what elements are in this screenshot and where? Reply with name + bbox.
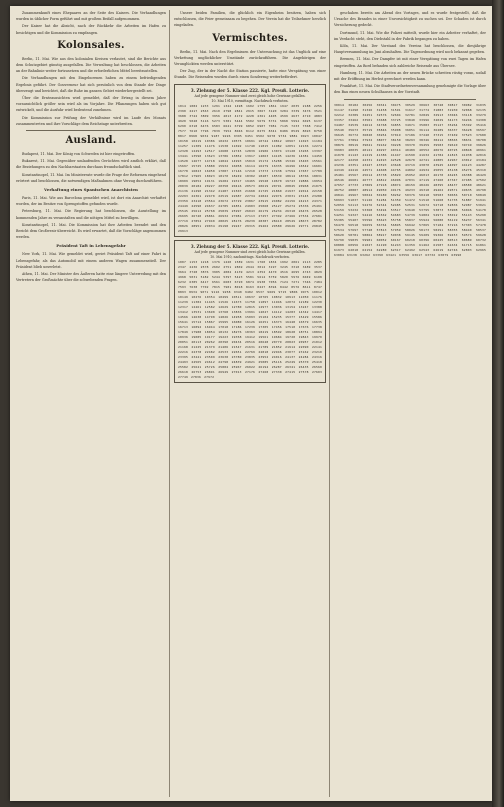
lottery-title: 3. Ziehung der 5. Klasse 222. Kgl. Preuß. Lotterie. [190, 87, 310, 93]
article-paragraph: New York, 11. Mai. Wie gemeldet wird, geriet Präsident Taft auf einer Fahrt in Lebensgefahr, als das Automobil mit einem anderen Wagen zusammenstieß. Der Präsident blieb unverletzt. [16, 252, 166, 269]
article-paragraph: Über die Ernteaussichten wird gemeldet, daß der Ertrag in diesem Jahre voraussichtlich größer sein wird als im Vorjahre. Die Pflanzungen haben sich gut entwickelt, und die Ausfuhr wird bedeutend zunehmen. [16, 96, 166, 113]
column-rule [169, 10, 170, 797]
article-paragraph: Berlin, 11. Mai. Nach den Ergebnissen der Untersuchung ist das Unglück auf eine Verkettung unglücklicher Umstände zurückzuführen. Die Angehörigen der Verunglückten werden unterstützt. [174, 49, 326, 67]
lottery-subtitle: Auf jede gezogene Nummer sind zwei gleich hohe Gewinne gefallen. [194, 93, 306, 98]
lottery-subtitle: Auf jede gezogene Nummer sind zwei gleich hohe Gewinne gefallen. [194, 249, 306, 254]
column-rule [329, 10, 330, 797]
article-paragraph: Budapest, 11. Mai. Der König von Schweden ist hier eingetroffen. [22, 152, 136, 157]
article-paragraph: Berlin, 11. Mai. Wie aus den kolonialen Kreisen verlautet, sind die Berichte aus dem Schutzgebiet günstig ausgefallen. Die Verwaltung hat beschlossen, die Arbeiten an der Bahnlinie weiter fortzusetzen und die erforderlichen Mittel bereitzustellen. [16, 56, 166, 74]
article-paragraph: Dortmund, 11. Mai. Wie die Polizei mitteilt, wurde hier ein Arbeiter verhaftet, der im Verdacht steht, den Diebstahl in der Fabrik begangen zu haben. [334, 30, 486, 41]
article-paragraph: Die Kommission zur Prüfung der Verhältnisse wird im Laufe des Monats zusammentreten und ihre Vorschläge dem Reichstage unterbreiten. [16, 115, 166, 126]
newspaper-page [10, 6, 492, 801]
article-paragraph: Konstantinopel, 11. Mai. Die Kommission hat ihre Arbeiten beendet und den Bericht dem Großwesir überreicht. Es wird erwartet, daß die Vorschläge angenommen werden. [16, 222, 166, 240]
section-heading-vermischtes: Vermischtes. [212, 32, 288, 44]
lottery-date: 10. Mai 1910, vormittags. Nachdruck verboten. [211, 98, 289, 103]
article-paragraph: Köln, 11. Mai. Der Vorstand des Vereins hat beschlossen, die diesjährige Hauptversammlung im Juni abzuhalten. Die Tagesordnung wird noch bekannt gegeben. [334, 44, 486, 55]
article-paragraph: Athen, 11. Mai. Der Minister des Äußeren hatte eine längere Unterredung mit den Vertretern der Großmächte über die schwebenden Fragen. [16, 272, 166, 283]
column-2 [174, 10, 326, 797]
article-paragraph: Paris, 11. Mai. Wie aus Barcelona gemeldet wird, ist dort ein Anarchist verhaftet worden, der im Besitze von Sprengstoffen gefunden wurde. [16, 196, 166, 207]
lottery-numbers: 30014 30182 30256 30341 30475 30529 30663 30748 30817 30982 31035 31147 31290 31326 31458 31591 31617 31774 31883 31930 32068 32135 32212 32389 32451 32576 32604 32781 32849 32913 33046 33118 33279 33357 33462 33501 33688 33725 33840 33996 34029 34173 34246 34308 34487 34539 34612 34768 34855 34971 35083 35127 35264 35392 35416 35540 35673 35719 35846 35908 36051 36114 36289 36337 36428 36597 36645 36772 36820 36954 37019 37186 37240 37315 37469 37523 37680 37761 37894 37932 38077 38150 38293 38346 38412 38565 38631 38708 38876 38919 39041 39162 39228 39370 39459 39583 39610 39749 39826 39983 40035 40121 40297 40314 40489 40552 40676 40725 40848 40961 41078 41143 41219 41386 41447 41590 41632 41784 41815 41938 42016 42177 42258 42331 42493 42528 42670 42741 42805 42967 43012 43184 43236 43351 43427 43593 43648 43719 43870 43945 44097 44123 44287 44349 44416 44571 44608 44765 44892 44934 45055 45138 45276 45310 45481 45567 45614 45738 45829 45952 46013 46170 46245 46388 46429 46546 46681 46777 46812 46996 47031 47119 47260 47347 47485 47502 47657 47733 47869 47918 48074 48159 48226 48395 48437 48580 48621 48752 48887 48914 49050 49176 49233 49318 49462 49571 49635 49798 49841 49967 50024 50180 50262 50376 50418 50583 50656 50710 50849 50993 51037 51126 51284 51359 51472 51510 51668 51735 51887 51941 52059 52113 52276 52344 52485 52531 52672 52718 52836 52987 53021 53159 53232 53368 53494 53517 53640 53795 53873 53908 54046 54178 54251 54327 54416 54562 54683 54739 54804 54971 55012 55143 55290 55385 55407 55596 55623 55758 55837 55924 56080 56119 56237 56341 56470 56518 56659 56764 56895 56942 57065 57184 57216 57303 57478 57534 57697 57748 57813 57959 58026 58173 58291 58355 58440 58537 58620 58781 58864 58917 59038 59145 59209 59366 59453 59574 59628 59790 59835 59981 60052 60167 60218 60396 60425 60513 60689 60732 60888 60956 61027 61190 61243 61359 61462 61587 61634 61715 61861 61973 62018 62154 62280 62317 62492 62543 62619 62746 62803 62965 63084 63138 63262 63390 63421 63556 63617 63732 63879 63990 [334, 102, 486, 257]
column-1 [16, 10, 166, 797]
article-paragraph: Die Verhandlungen mit den Eingeborenen haben zu einem befriedigenden Ergebnis geführt. Der Gouverneur hat sich persönlich von dem Stande der Dinge überzeugt und berichtet, daß die Ruhe im ganzen Gebiet wiederhergestellt sei. [16, 76, 166, 93]
lottery-table-2 [174, 240, 326, 383]
article-paragraph: Bremen, 11. Mai. Der Dampfer ist mit einer Verspätung von zwei Tagen im Hafen eingetroffen. An Bord befanden sich zahlreiche Reisende aus Übersee. [334, 57, 486, 68]
article-paragraph: Der Kaiser hat die Absicht, nach der Rückkehr die Arbeiten im Hafen zu besichtigen und die Kommission zu empfangen. [16, 24, 166, 35]
article-paragraph: Zusammenkunft eines Ehepaares an der Seite des Kaisers. Die Verhandlungen wurden in üblicher Form geführt und mit großem Beifall aufgenommen. [16, 11, 166, 22]
section-divider [344, 99, 476, 100]
section-divider [26, 130, 156, 131]
lottery-date: 10. Mai 1910, nachmittags. Nachdruck verboten. [210, 254, 290, 259]
article-subheading: Präsident Taft in Lebensgefahr [56, 243, 126, 249]
lottery-numbers: 1007 1153 1218 1376 1420 1589 1631 1760 1834 1992 2061 2113 2285 2347 2436 2578 2602 2751 2869 2944 3012 3197 3245 3310 3489 3537 3664 3728 3876 3905 4084 4139 4213 4352 4470 4516 4695 4743 4829 4968 5031 5182 5244 5397 5423 5581 5614 5759 5820 5976 6049 6108 6232 6385 6417 6561 6683 6720 6874 6938 7056 7124 7271 7346 7484 7593 7638 7702 7815 7981 8018 8163 8227 8394 8442 8576 8611 8747 8893 8934 9071 9116 9258 9340 9482 9537 9669 9715 9806 9975 10012 10149 10276 10354 10499 10511 10637 10765 10832 10913 11050 11176 11239 11382 11445 11526 11673 11758 11897 11946 12072 12189 12230 12317 12461 12582 12629 12780 12815 12977 13036 13154 13247 13388 13412 13531 13690 13768 13836 13991 14047 14112 14283 14342 14417 14566 14638 14790 14826 14958 15093 15104 15235 15377 15429 15586 15641 15712 15867 15995 16080 16126 16251 16373 16448 16579 16635 16713 16892 16944 17018 17186 17239 17305 17456 17510 17676 17738 17849 17988 18054 18132 18276 18363 18419 18592 18628 18751 18894 18936 19085 19177 19223 19358 19412 19561 19684 19720 19843 19970 20051 20113 20262 20390 20434 20516 20648 20779 20823 20957 21012 21168 21225 21379 21406 21547 21631 21789 21852 21914 22090 22141 22216 22378 22482 22533 22651 22769 22818 22946 23077 23162 23210 23395 23441 23509 23638 23780 23835 23952 24016 24137 24284 24316 24493 24565 24612 24798 24839 24921 25085 25116 25249 25370 25418 25582 25641 25726 25884 25967 26022 26194 26287 26341 26435 26560 26618 26753 26891 26949 27013 27176 27268 27330 27415 27578 27603 27749 27836 27972 [178, 259, 322, 379]
column-3 [334, 10, 486, 797]
article-paragraph: Der Zug, der in der Nacht die Station passierte, hatte eine Verspätung von einer Stunde. Die Reisenden wurden durch einen Sonderzug weiterbefördert. [174, 69, 326, 80]
lottery-table-1 [174, 84, 326, 237]
scan-page-edge [492, 0, 504, 807]
article-paragraph: Frankfurt, 11. Mai. Die Stadtverordnetenversammlung genehmigte die Vorlage über den Bau eines neuen Schulhauses in der Vorstadt. [334, 84, 486, 95]
section-heading-kolonsales: Kolonsales. [57, 39, 125, 51]
article-subheading: Verhaftung eines Spanischen Anarchisten [44, 187, 138, 193]
article-paragraph: Petersburg, 11. Mai. Die Regierung hat beschlossen, die Ausstellung im kommenden Jahre zu veranstalten und die nötigen Mittel zu bewilligen. [16, 209, 166, 220]
article-paragraph: Bukarest, 11. Mai. Gegenüber umlaufenden Gerüchten wird amtlich erklärt, daß die Beziehungen zu den Nachbarstaaten durchaus freundschaftlich sind. [16, 159, 166, 170]
lottery-numbers: 1014 1082 1233 1291 1344 1498 1602 1755 1861 1947 2035 2188 2256 2390 2417 2563 2610 2798 2841 2915 3067 3120 3284 3339 3476 3521 3688 3742 3809 3956 4013 4172 4228 4361 4405 4599 4637 4710 4883 4920 5048 5116 5273 5381 5444 5502 5679 5731 5868 5994 6025 6137 6290 6318 6476 6583 6641 6799 6852 6907 7081 7145 7233 7368 7412 7577 7610 7796 7839 7954 8046 8112 8275 8341 8486 8529 8693 8750 8817 8968 9034 9187 9226 9395 9451 9502 9678 9734 9881 9923 10047 10158 10219 10386 10432 10575 10691 10744 10812 10967 11023 11184 11257 11309 11476 11538 11692 11740 11815 11982 12051 12136 12274 12328 12493 12517 12688 12745 12839 12906 13074 13128 13265 13397 13441 13590 13623 13786 13852 13917 14063 14195 14236 14381 14459 14528 14677 14718 14844 14993 15019 15172 15288 15346 15403 15561 15697 15725 15880 15932 16058 16114 16279 16335 16496 16542 16601 16778 16823 16950 17087 17146 17210 17373 17438 17594 17657 17789 17812 17965 18023 18170 18249 18302 18487 18539 18614 18766 18831 18909 19052 19131 19284 19317 19465 19528 19670 19743 19886 19954 20039 20184 20227 20358 20416 20573 20619 20791 20845 20968 21075 21136 21290 21342 21487 21503 21668 21725 21860 21937 22014 22158 22293 22361 22470 22519 22687 22734 22842 22976 23031 23145 23288 23359 23418 23564 23672 23729 23867 23915 24082 24156 24213 24371 24449 24590 24637 24785 24851 24903 25068 25127 25274 25336 25491 25545 25612 25768 25839 25997 26043 26179 26234 26318 26476 26528 26695 26740 26861 26932 27081 27113 27257 27392 27466 27534 27681 27719 27854 27940 28025 28176 28239 28387 28410 28549 28673 28782 28826 28951 29034 29198 29247 29315 29462 29580 29626 29771 29845 29913 [178, 103, 322, 233]
article-paragraph: Unsere beiden Familien, die glücklich ein Eigenheim besitzen, haben sich entschlossen, die Feier gemeinsam zu begehen. Der Verein hat die Teilnehmer herzlich eingeladen. [174, 11, 326, 28]
lottery-title: 3. Ziehung der 5. Klasse 222. Kgl. Preuß. Lotterie. [190, 243, 310, 249]
article-paragraph: Hamburg, 11. Mai. Die Arbeiten an der neuen Brücke schreiten rüstig voran, sodaß mit der Eröffnung im Herbst gerechnet werden kann. [334, 70, 486, 82]
article-paragraph: Konstantinopel, 11. Mai. Im Ministerrate wurde die Frage der Reformen eingehend erörtert und beschlossen, die notwendigen Maßnahmen ohne Verzug durchzuführen. [16, 172, 166, 183]
section-heading-ausland: Ausland. [65, 135, 117, 147]
article-paragraph: geschahen bereits am Abend des Vortages, und es wurde festgestellt, daß die Ursache des Brandes in einer Unvorsichtigkeit zu suchen sei. Der Schaden ist durch Versicherung gedeckt. [334, 11, 486, 28]
